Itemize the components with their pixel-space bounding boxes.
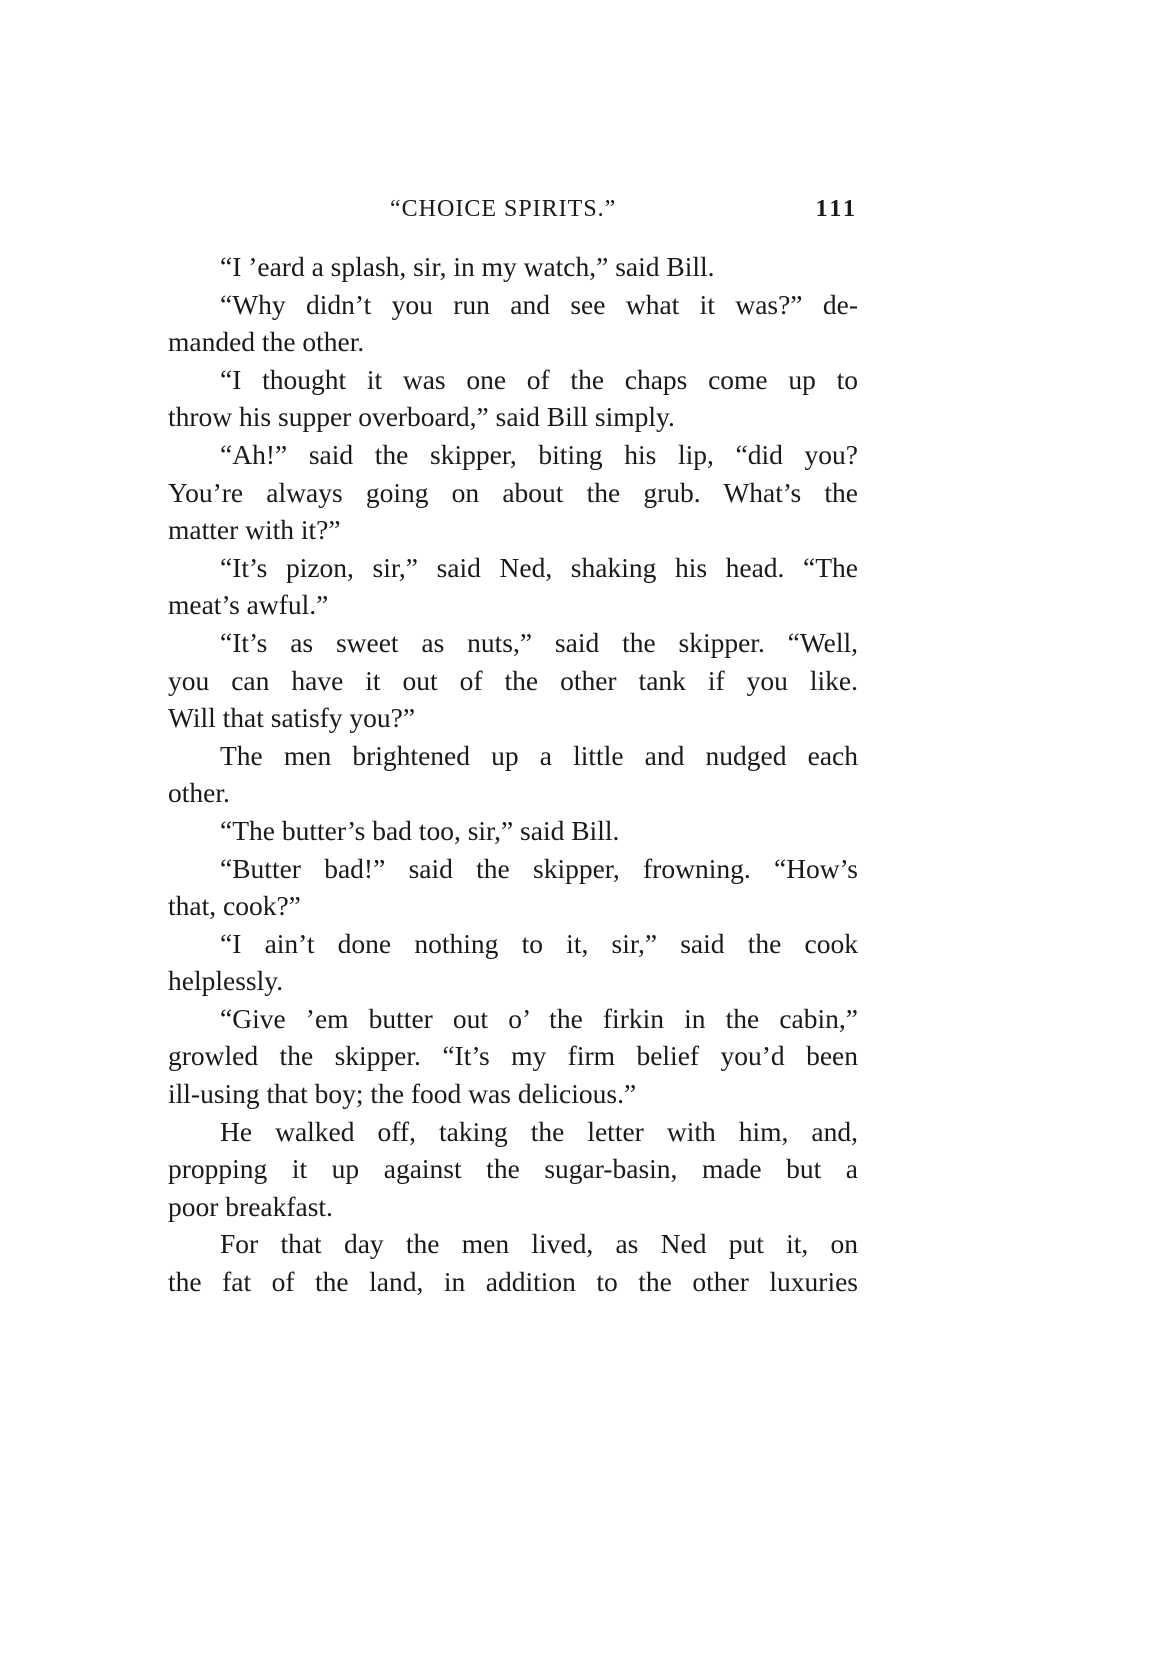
text-line: meat’s awful.” <box>168 589 329 621</box>
text-line: “It’s as sweet as nuts,” said the skipper. “Well, <box>220 626 858 658</box>
text-line: propping it up against the sugar-basin, made but a <box>168 1153 858 1185</box>
text-line: “It’s pizon, sir,” said Ned, shaking his head. “The <box>220 551 858 583</box>
text-line: “I ain’t done nothing to it, sir,” said the cook <box>220 927 858 959</box>
body-text <box>168 248 858 1301</box>
text-line: helplessly. <box>168 965 284 997</box>
text-line: other. <box>168 777 230 809</box>
text-line: The men brightened up a little and nudged each <box>220 739 858 771</box>
text-line: “I ’eard a splash, sir, in my watch,” said Bill. <box>220 251 715 282</box>
running-title: “CHOICE SPIRITS.” <box>390 196 617 222</box>
text-line: “The butter’s bad too, sir,” said Bill. <box>220 814 620 846</box>
running-head <box>168 196 858 228</box>
text-line: “Butter bad!” said the skipper, frowning. “How’s <box>220 852 858 884</box>
text-line: throw his supper overboard,” said Bill simply. <box>168 401 675 433</box>
text-line: the fat of the land, in addition to the other luxuries <box>168 1266 858 1298</box>
text-line: Will that satisfy you?” <box>168 702 416 734</box>
text-line: For that day the men lived, as Ned put it, on <box>220 1228 858 1260</box>
text-line: poor breakfast. <box>168 1190 333 1222</box>
text-line: matter with it?” <box>168 514 341 546</box>
text-line: “Give ’em butter out o’ the firkin in the cabin,” <box>220 1002 858 1034</box>
text-line: manded the other. <box>168 326 365 358</box>
text-line: “I thought it was one of the chaps come up to <box>220 363 858 395</box>
text-line: growled the skipper. “It’s my firm belief you’d been <box>168 1040 858 1072</box>
text-line: He walked off, taking the letter with him, and, <box>220 1115 858 1147</box>
page-number: 111 <box>815 196 858 222</box>
text-line: you can have it out of the other tank if you like. <box>168 664 858 696</box>
text-line: that, cook?” <box>168 890 301 922</box>
text-line: You’re always going on about the grub. What’s the <box>168 476 858 508</box>
text-line: ill-using that boy; the food was delicious.” <box>168 1078 637 1110</box>
text-line: “Ah!” said the skipper, biting his lip, “did you? <box>220 438 858 470</box>
text-line: “Why didn’t you run and see what it was?” de- <box>220 288 858 320</box>
